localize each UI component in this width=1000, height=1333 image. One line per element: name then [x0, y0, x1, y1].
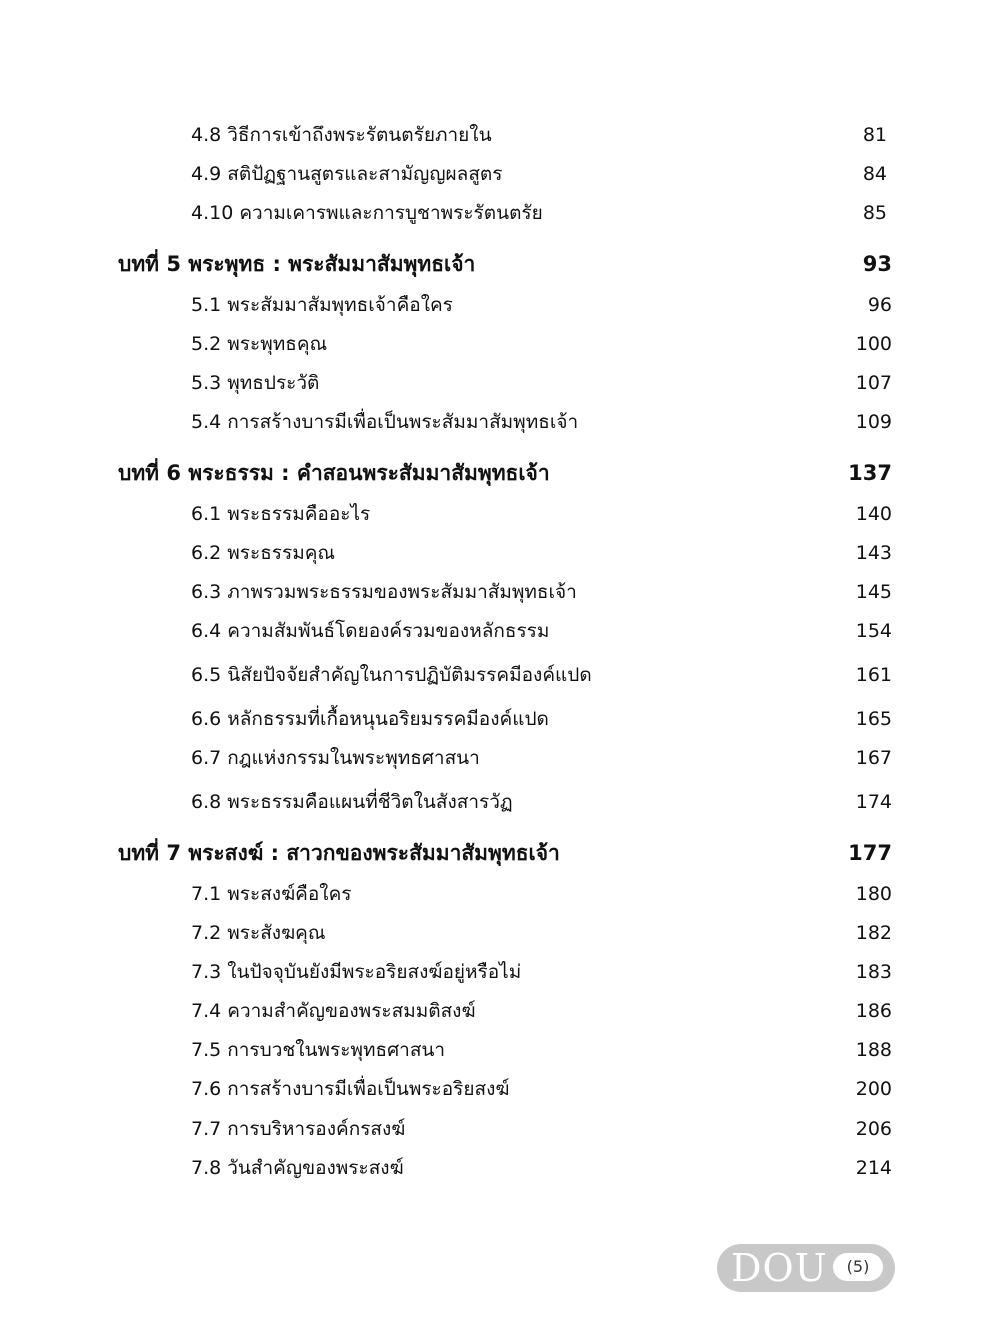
entry-page: 140 [855, 503, 892, 525]
entry-title: 7.4 ความสำคัญของพระสมมติสงฆ์ [191, 1000, 476, 1022]
entry-page: 186 [855, 1000, 892, 1022]
entry-page: 182 [855, 922, 892, 944]
entry-title: 7.5 การบวชในพระพุทธศาสนา [191, 1039, 446, 1061]
chapter-page: 93 [862, 252, 892, 276]
entry-page: 85 [862, 202, 887, 224]
entry-page: 180 [855, 883, 892, 905]
entry-page: 96 [867, 294, 892, 316]
entry-title: 6.7 กฎแห่งกรรมในพระพุทธศาสนา [191, 747, 480, 769]
entry-title: 7.6 การสร้างบารมีเพื่อเป็นพระอริยสงฆ์ [191, 1078, 510, 1100]
entry-page: 143 [855, 542, 892, 564]
entry-page: 109 [855, 411, 892, 433]
entry-title: 5.4 การสร้างบารมีเพื่อเป็นพระสัมมาสัมพุทธเจ้า [191, 411, 579, 433]
entry-title: 7.8 วันสำคัญของพระสงฆ์ [191, 1157, 404, 1179]
entry-page: 188 [855, 1039, 892, 1061]
page-footer-badge [717, 1244, 895, 1292]
dou-logo: DOU [731, 1246, 828, 1290]
entry-page: 165 [855, 708, 892, 730]
entry-title: 4.9 สติปัฏฐานสูตรและสามัญญผลสูตร [191, 163, 503, 185]
entry-title: 4.10 ความเคารพและการบูชาพระรัตนตรัย [191, 202, 543, 224]
entry-title: 6.4 ความสัมพันธ์โดยองค์รวมของหลักธรรม [191, 620, 550, 642]
chapter-page: 177 [848, 841, 892, 865]
chapter-title: บทที่ 6 พระธรรม : คำสอนพระสัมมาสัมพุทธเจ้า [118, 461, 550, 485]
entry-page: 107 [855, 372, 892, 394]
entry-page: 84 [862, 163, 887, 185]
entry-title: 7.1 พระสงฆ์คือใคร [191, 883, 352, 905]
entry-page: 200 [855, 1078, 892, 1100]
entry-title: 5.2 พระพุทธคุณ [191, 333, 328, 355]
entry-title: 6.2 พระธรรมคุณ [191, 542, 336, 564]
entry-title: 5.1 พระสัมมาสัมพุทธเจ้าคือใคร [191, 294, 453, 316]
entry-title: 7.7 การบริหารองค์กรสงฆ์ [191, 1118, 406, 1140]
entry-title: 7.2 พระสังฆคุณ [191, 922, 326, 944]
entry-title: 7.3 ในปัจจุบันยังมีพระอริยสงฆ์อยู่หรือไม่ [191, 961, 522, 983]
entry-page: 214 [855, 1157, 892, 1179]
entry-title: 4.8 วิธีการเข้าถึงพระรัตนตรัยภายใน [191, 124, 492, 146]
entry-page: 100 [855, 333, 892, 355]
entry-page: 183 [855, 961, 892, 983]
entry-page: 145 [855, 581, 892, 603]
chapter-title: บทที่ 7 พระสงฆ์ : สาวกของพระสัมมาสัมพุทธเจ้า [118, 841, 560, 865]
entry-page: 161 [855, 664, 892, 686]
page-number: (5) [833, 1253, 883, 1281]
entry-page: 154 [855, 620, 892, 642]
entry-page: 206 [855, 1118, 892, 1140]
entry-title: 6.8 พระธรรมคือแผนที่ชีวิตในสังสารวัฏ [191, 791, 513, 813]
entry-page: 81 [862, 124, 887, 146]
entry-title: 6.5 นิสัยปัจจัยสำคัญในการปฏิบัติมรรคมีองค์แปด [191, 664, 592, 686]
chapter-title: บทที่ 5 พระพุทธ : พระสัมมาสัมพุทธเจ้า [118, 252, 476, 276]
entry-title: 6.6 หลักธรรมที่เกื้อหนุนอริยมรรคมีองค์แปด [191, 708, 549, 730]
chapter-page: 137 [848, 461, 892, 485]
entry-title: 5.3 พุทธประวัติ [191, 372, 320, 394]
entry-title: 6.3 ภาพรวมพระธรรมของพระสัมมาสัมพุทธเจ้า [191, 581, 577, 603]
entry-page: 167 [855, 747, 892, 769]
entry-page: 174 [855, 791, 892, 813]
entry-title: 6.1 พระธรรมคืออะไร [191, 503, 371, 525]
